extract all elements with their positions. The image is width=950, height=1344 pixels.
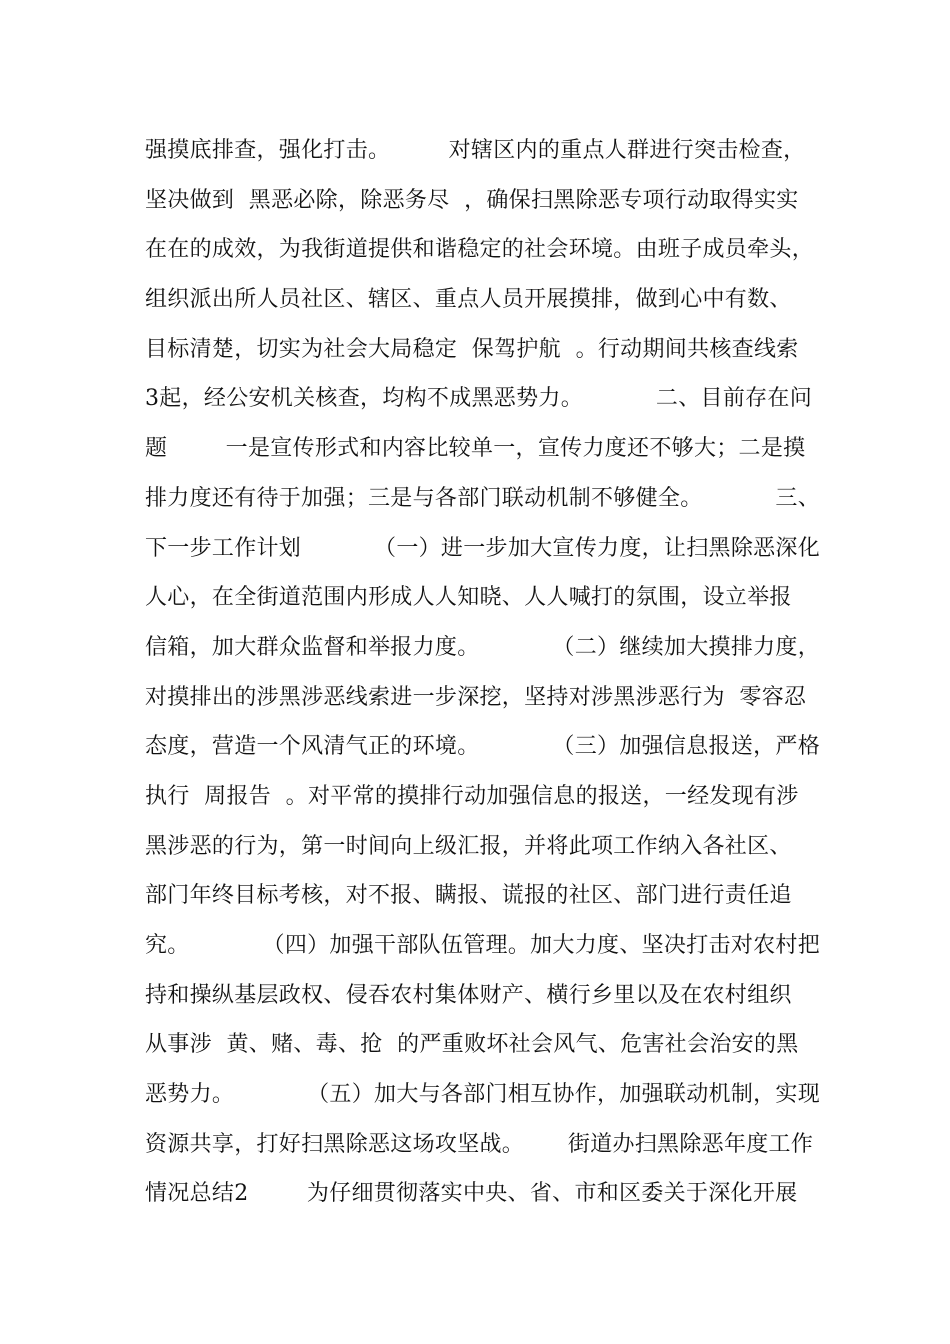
text-line: 强摸底排查，强化打击。 对辖区内的重点人群进行突击检查， bbox=[145, 138, 806, 163]
text-line: 恶势力。 （五）加大与各部门相互协作，加强联动机制，实现 bbox=[145, 1082, 821, 1108]
text-line: 持和操纵基层政权、侵吞农村集体财产、横行乡里以及在农村组织 bbox=[145, 982, 792, 1008]
text-line: 3起，经公安机关核查，均构不成黑恶势力。 二、目前存在问 bbox=[145, 386, 813, 412]
text-line: 态度，营造一个风清气正的环境。 （三）加强信息报送，严格 bbox=[145, 734, 821, 760]
text-line: 题 一是宣传形式和内容比较单一，宣传力度还不够大；二是摸 bbox=[145, 436, 806, 462]
text-line: 情况总结2 为仔细贯彻落实中央、省、市和区委关于深化开展 bbox=[145, 1181, 798, 1207]
text-line: 人心，在全街道范围内形成人人知晓、人人喊打的氛围，设立举报 bbox=[145, 585, 792, 611]
text-line: 在在的成效，为我街道提供和谐稳定的社会环境。由班子成员牵头， bbox=[145, 237, 815, 263]
text-line: 执行 周报告 。对平常的摸排行动加强信息的报送，一经发现有涉 bbox=[145, 783, 799, 809]
body-text bbox=[145, 131, 845, 1224]
text-line: 从事涉 黄、赌、毒、抢 的严重败坏社会风气、危害社会治安的黑 bbox=[145, 1032, 799, 1058]
text-line: 信箱，加大群众监督和举报力度。 （二）继续加大摸排力度， bbox=[145, 634, 821, 660]
text-line: 下一步工作计划 （一）进一步加大宣传力度，让扫黑除恶深化 bbox=[145, 535, 821, 561]
text-line: 部门年终目标考核，对不报、瞒报、谎报的社区、部门进行责任追 bbox=[145, 883, 792, 909]
text-line: 资源共享，打好扫黑除恶这场攻坚战。 街道办扫黑除恶年度工作 bbox=[145, 1131, 814, 1157]
text-line: 排力度还有待于加强；三是与各部门联动机制不够健全。 三、 bbox=[145, 485, 821, 511]
text-line: 目标清楚，切实为社会大局稳定 保驾护航 。行动期间共核查线索 bbox=[145, 336, 799, 362]
text-line: 究。 （四）加强干部队伍管理。加大力度、坚决打击对农村把 bbox=[145, 933, 821, 958]
text-line: 对摸排出的涉黑涉恶线索进一步深挖，坚持对涉黑涉恶行为 零容忍 bbox=[145, 684, 807, 710]
text-line: 坚决做到 黑恶必除，除恶务尽 ，确保扫黑除恶专项行动取得实实 bbox=[145, 187, 799, 213]
text-line: 黑涉恶的行为，第一时间向上级汇报，并将此项工作纳入各社区、 bbox=[145, 833, 792, 859]
text-line: 组织派出所人员社区、辖区、重点人员开展摸排，做到心中有数、 bbox=[145, 287, 792, 313]
